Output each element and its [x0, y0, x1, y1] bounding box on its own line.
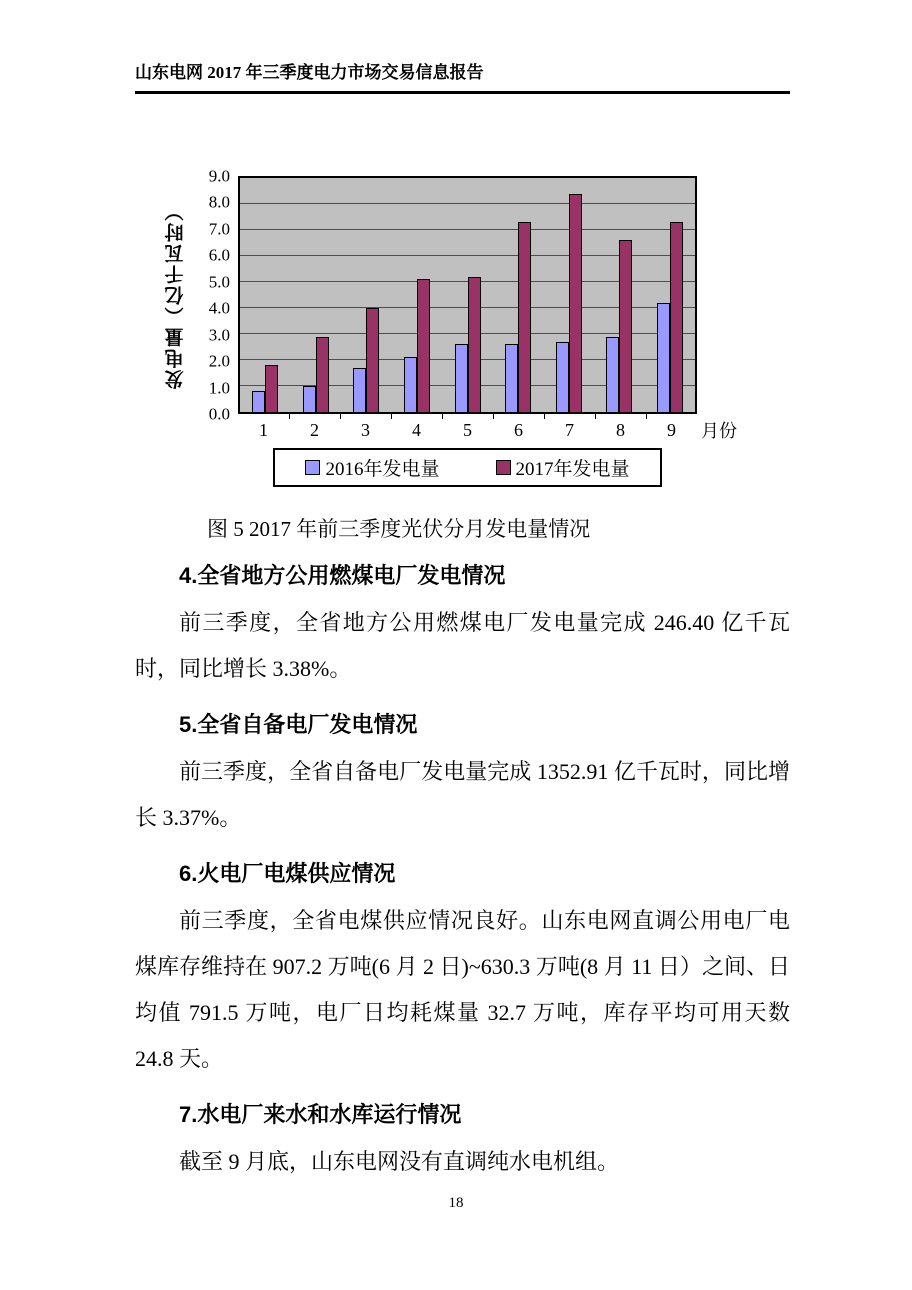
x-tick-label: 7 [565, 419, 574, 440]
x-tick-mark [595, 414, 596, 419]
y-tick-label: 5.0 [208, 272, 230, 292]
bar-2016年发电量-month-6 [505, 344, 518, 412]
page-number: 18 [448, 1195, 464, 1211]
section-heading-4: 4.全省地方公用燃煤电厂发电情况 [179, 563, 506, 588]
bar-2017年发电量-month-2 [316, 337, 329, 412]
x-tick-mark [646, 414, 647, 419]
bar-group-month-5 [442, 178, 493, 412]
y-tick-label: 4.0 [208, 298, 230, 318]
bar-group-month-4 [392, 178, 443, 412]
figure-caption: 图 5 2017 年前三季度光伏分月发电量情况 [207, 517, 591, 541]
bar-2017年发电量-month-4 [417, 279, 430, 412]
bar-2016年发电量-month-8 [606, 337, 619, 412]
bar-2016年发电量-month-3 [353, 368, 366, 412]
bar-2016年发电量-month-7 [556, 342, 569, 412]
y-tick-label: 1.0 [208, 378, 230, 398]
bar-2016年发电量-month-1 [252, 391, 265, 412]
x-tick-mark [493, 414, 494, 419]
bar-group-month-3 [341, 178, 392, 412]
y-tick-label: 8.0 [208, 192, 230, 212]
bar-group-month-2 [291, 178, 342, 412]
y-tick-label: 2.0 [208, 351, 230, 371]
y-tick-label: 6.0 [208, 245, 230, 265]
bar-group-month-6 [493, 178, 544, 412]
bar-2017年发电量-month-6 [518, 222, 531, 412]
x-tick-mark [442, 414, 443, 419]
x-tick-label: 3 [361, 419, 370, 440]
bar-group-month-8 [594, 178, 645, 412]
y-tick-label: 7.0 [208, 219, 230, 239]
x-axis-unit-label: 月份 [701, 421, 737, 441]
bar-2017年发电量-month-1 [265, 365, 278, 412]
y-axis-title: 发电量（亿千瓦时） [165, 200, 187, 390]
y-tick-label: 0.0 [208, 404, 230, 424]
y-tick-label: 3.0 [208, 325, 230, 345]
page-header [135, 58, 790, 94]
x-tick-label: 1 [259, 419, 268, 440]
bar-2016年发电量-month-9 [657, 303, 670, 412]
chart-row [160, 166, 705, 424]
x-axis-labels [238, 414, 737, 446]
bar-group-month-1 [240, 178, 291, 412]
bar-group-month-9 [645, 178, 696, 412]
section-paragraph-7: 截至 9 月底，山东电网没有直调纯水电机组。 [179, 1149, 620, 1174]
section-paragraph-4: 前三季度，全省地方公用燃煤电厂发电量完成 246.40 亿千瓦时，同比增长 3.38%。 [135, 610, 790, 681]
section-paragraph-6: 前三季度，全省电煤供应情况良好。山东电网直调公用电厂电煤库存维持在 907.2 万吨(6 月 2 日)~630.3 万吨(8 月 11 日）之间、日均值 791.5 万吨，电厂日均耗煤量 32.7 万吨，库存平均可用天数 24.8 天。 [135, 908, 790, 1071]
section-heading-6: 6.火电厂电煤供应情况 [179, 861, 396, 886]
report-title: 山东电网 2017 年三季度电力市场交易信息报告 [135, 63, 484, 82]
legend-item-2017年发电量 [496, 454, 630, 481]
section-heading-7: 7.水电厂来水和水库运行情况 [179, 1102, 462, 1127]
y-tick-label: 9.0 [208, 166, 230, 186]
bar-2016年发电量-month-2 [303, 386, 316, 412]
bar-2017年发电量-month-7 [569, 194, 582, 412]
x-tick-mark [340, 414, 341, 419]
x-tick-label: 6 [514, 419, 523, 440]
legend-label: 2017年发电量 [515, 459, 630, 480]
section-heading-5: 5.全省自备电厂发电情况 [179, 712, 418, 737]
x-tick-label: 5 [463, 419, 472, 440]
bar-group-month-7 [543, 178, 594, 412]
pv-monthly-generation-chart [160, 166, 737, 487]
x-tick-label: 2 [310, 419, 319, 440]
chart-legend [273, 448, 661, 487]
legend-swatch-icon [496, 460, 511, 475]
x-tick-mark [391, 414, 392, 419]
legend-item-2016年发电量 [305, 454, 439, 481]
x-tick-label: 9 [667, 419, 676, 440]
legend-swatch-icon [305, 460, 320, 475]
bar-2017年发电量-month-3 [366, 308, 379, 412]
x-tick-mark [544, 414, 545, 419]
legend-wrap [238, 446, 697, 487]
plot-area [238, 176, 697, 414]
x-tick-label: 8 [616, 419, 625, 440]
bar-2017年发电量-month-5 [468, 277, 481, 412]
bar-2016年发电量-month-5 [455, 344, 468, 412]
y-axis-ticks [192, 166, 238, 424]
bar-2017年发电量-month-9 [670, 222, 683, 412]
x-tick-label: 4 [412, 419, 421, 440]
legend-label: 2016年发电量 [325, 459, 440, 480]
bar-2017年发电量-month-8 [619, 240, 632, 412]
bar-2016年发电量-month-4 [404, 357, 417, 412]
section-paragraph-5: 前三季度，全省自备电厂发电量完成 1352.91 亿千瓦时，同比增长 3.37%。 [135, 759, 790, 830]
x-tick-mark [289, 414, 290, 419]
